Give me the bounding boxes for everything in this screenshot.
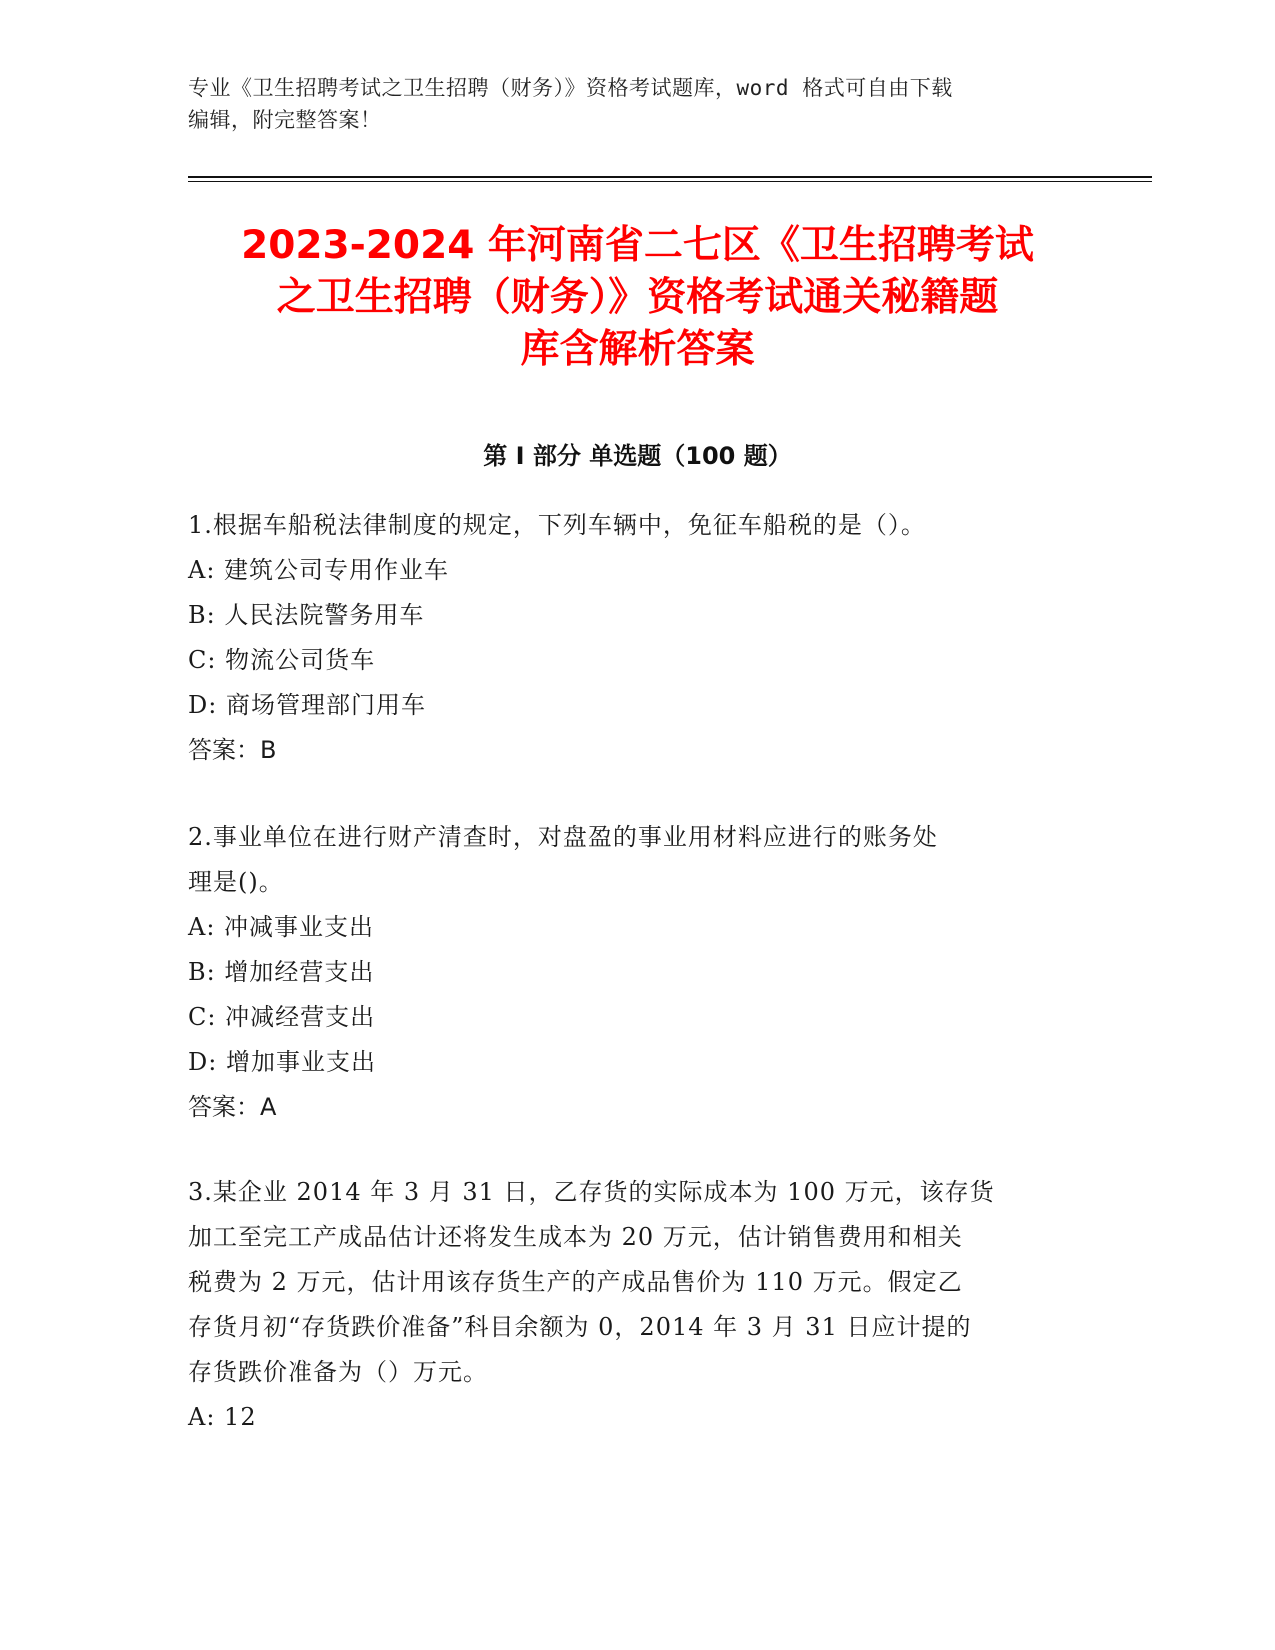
option-d: D: 商场管理部门用车 (188, 691, 426, 719)
option-b: B: 增加经营支出 (188, 958, 375, 986)
option-c: C: 冲减经营支出 (188, 1003, 376, 1031)
section-heading: 第 I 部分 单选题（100 题） (483, 442, 792, 470)
question-text-line-5: 存货跌价准备为（）万元。 (188, 1358, 488, 1386)
title-line-2: 之卫生招聘（财务）》资格考试通关秘籍题 (276, 275, 999, 320)
header-divider-thin (188, 181, 1152, 182)
option-a: A: 建筑公司专用作业车 (188, 556, 450, 584)
question-text: 1.根据车船税法律制度的规定，下列车辆中，免征车船税的是（）。 (188, 511, 926, 539)
question-2 (188, 815, 1068, 1130)
title-line-1: 2023-2024 年河南省二七区《卫生招聘考试 (241, 223, 1034, 268)
option-b: B: 人民法院警务用车 (188, 601, 425, 629)
option-a: A: 12 (188, 1403, 257, 1431)
question-text-line-3: 税费为 2 万元，估计用该存货生产的产成品售价为 110 万元。假定乙 (188, 1268, 963, 1296)
document-title (150, 220, 1125, 376)
header-note (188, 72, 1068, 136)
question-text-line-4: 存货月初“存货跌价准备”科目余额为 0，2014 年 3 月 31 日应计提的 (188, 1313, 972, 1341)
question-text-line-2: 理是()。 (188, 868, 284, 896)
question-1 (188, 503, 1068, 773)
question-text-line-2: 加工至完工产成品估计还将发生成本为 20 万元，估计销售费用和相关 (188, 1223, 963, 1251)
header-note-line-2: 编辑，附完整答案！ (188, 108, 382, 132)
answer-label: 答案：A (188, 1093, 277, 1121)
option-a: A: 冲减事业支出 (188, 913, 375, 941)
title-line-3: 库含解析答案 (520, 327, 755, 372)
question-3 (188, 1170, 1068, 1440)
header-note-line-1: 专业《卫生招聘考试之卫生招聘（财务）》资格考试题库，word 格式可自由下载 (188, 76, 953, 100)
option-c: C: 物流公司货车 (188, 646, 376, 674)
header-divider-thick (188, 176, 1152, 178)
question-text-line-1: 3.某企业 2014 年 3 月 31 日，乙存货的实际成本为 100 万元，该存货 (188, 1178, 995, 1206)
answer-label: 答案：B (188, 736, 277, 764)
question-text-line-1: 2.事业单位在进行财产清查时，对盘盈的事业用材料应进行的账务处 (188, 823, 938, 851)
option-d: D: 增加事业支出 (188, 1048, 376, 1076)
